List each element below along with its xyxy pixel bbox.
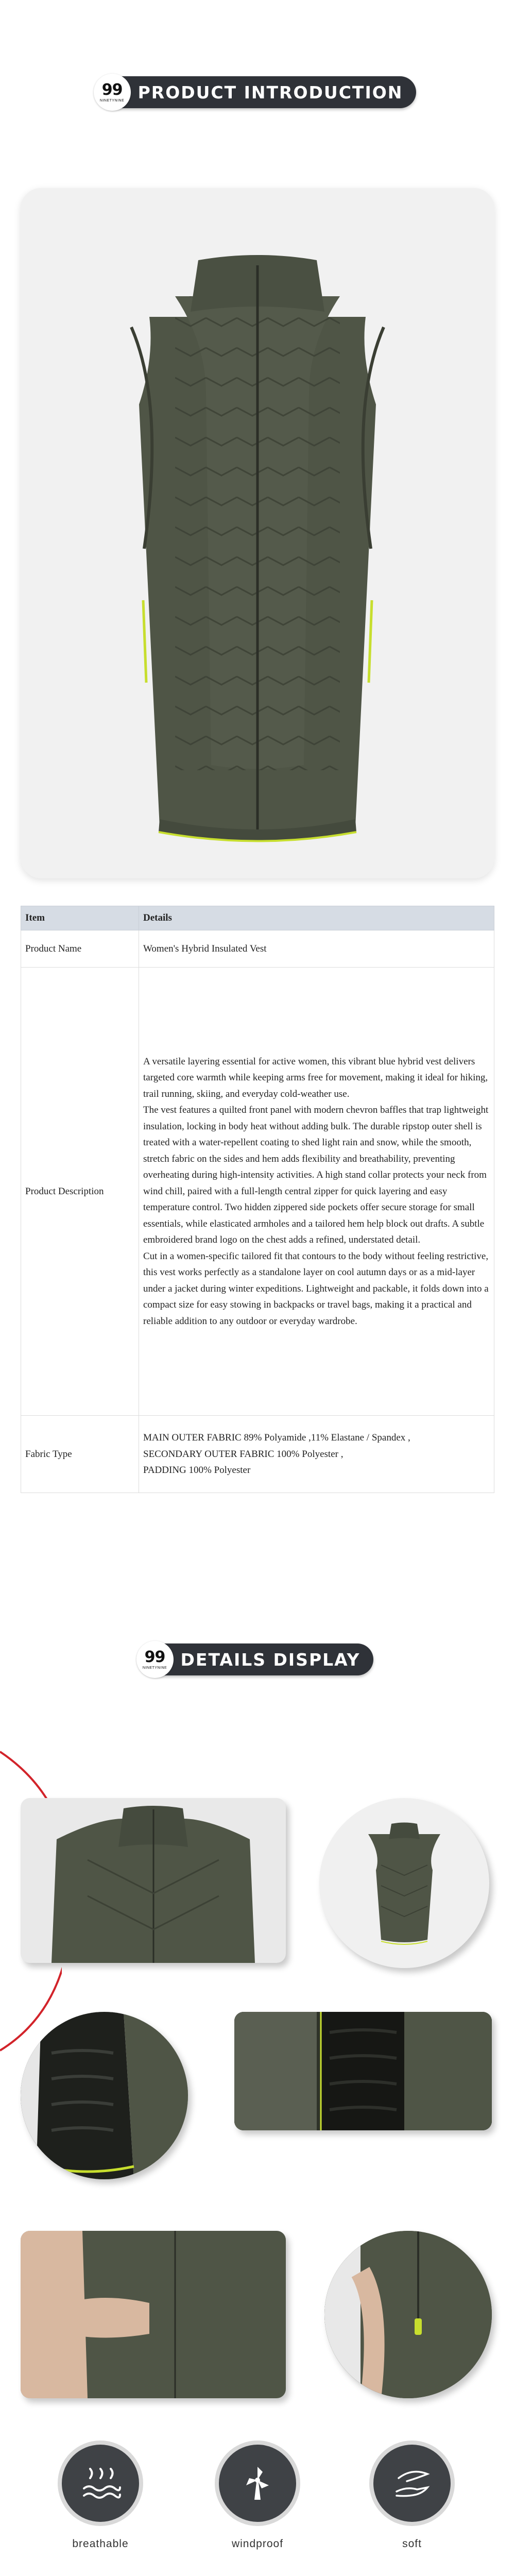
table-header-details: Details bbox=[139, 906, 494, 930]
fabric-type-value bbox=[139, 1416, 494, 1493]
vest-lining-graphic bbox=[21, 2012, 188, 2179]
product-name-key: Product Name bbox=[21, 930, 139, 968]
feather-hand-icon bbox=[373, 2445, 451, 2522]
detail-hand-pocket-image bbox=[21, 2231, 286, 2398]
fabric-type-key: Fabric Type bbox=[21, 1416, 139, 1493]
fabric-line: SECONDARY OUTER FABRIC 100% Polyester , bbox=[143, 1448, 344, 1460]
detail-back-image bbox=[319, 1798, 489, 1968]
description-paragraph: A versatile layering essential for active women, this vibrant blue hybrid vest delivers targeted core warmth while keeping arms free for movement, making it ideal for hiking, trail running, skiing, and everyday cold-weather use. bbox=[143, 1056, 488, 1099]
vest-back-graphic bbox=[319, 1798, 489, 1968]
feature-label: soft bbox=[402, 2538, 422, 2550]
table-row bbox=[21, 968, 494, 1416]
brand-logo-number: 99 bbox=[101, 80, 123, 99]
detail-collar-image bbox=[21, 1798, 286, 1963]
brand-logo bbox=[136, 1641, 174, 1678]
brand-logo-sub: NINETYNINE bbox=[99, 98, 125, 103]
feature-windproof bbox=[201, 2445, 314, 2551]
table-row bbox=[21, 1416, 494, 1493]
feature-breathable bbox=[44, 2445, 157, 2551]
brand-logo bbox=[94, 74, 131, 111]
hand-pocket-graphic bbox=[21, 2231, 286, 2398]
wave-heat-icon bbox=[62, 2445, 139, 2522]
vest-collar-graphic bbox=[21, 1798, 286, 1963]
product-description-key: Product Description bbox=[21, 968, 139, 1416]
vest-front-image bbox=[21, 188, 494, 878]
brand-logo-sub: NINETYNINE bbox=[142, 1666, 167, 1670]
detail-zipper-image bbox=[324, 2231, 492, 2398]
detail-lining-image bbox=[21, 2012, 188, 2179]
product-name-value: Women's Hybrid Insulated Vest bbox=[139, 930, 494, 968]
details-header bbox=[0, 1643, 515, 1675]
detail-pocket-image bbox=[234, 2012, 492, 2130]
fabric-line: PADDING 100% Polyester bbox=[143, 1465, 251, 1476]
intro-header bbox=[0, 76, 515, 108]
intro-title: PRODUCT INTRODUCTION bbox=[138, 82, 403, 103]
vest-pocket-graphic bbox=[234, 2012, 492, 2130]
feature-label: windproof bbox=[231, 2538, 284, 2550]
details-pill bbox=[142, 1643, 374, 1675]
fabric-line: MAIN OUTER FABRIC 89% Polyamide ,11% Elastane / Spandex , bbox=[143, 1432, 410, 1444]
feature-label: breathable bbox=[72, 2538, 129, 2550]
feature-soft bbox=[355, 2445, 469, 2551]
details-title: DETAILS DISPLAY bbox=[180, 1649, 360, 1670]
zipper-pull-graphic bbox=[324, 2231, 492, 2398]
windmill-icon bbox=[219, 2445, 296, 2522]
product-photo bbox=[21, 188, 494, 878]
product-description-value bbox=[139, 968, 494, 1416]
table-header-row bbox=[21, 906, 494, 930]
description-paragraph: Cut in a women-specific tailored fit that contours to the body without feeling restrictive, this vest works perfectly as a standalone layer on cool autumn days or as a mid-layer under a jacket during winter expeditions. Lightweight and packable, it folds down into a compact size for easy stowing in backpacks or travel bags, making it a practical and reliable addition to any outdoor or everyday wardrobe. bbox=[143, 1250, 489, 1327]
spec-table bbox=[21, 906, 494, 1493]
brand-logo-number: 99 bbox=[144, 1648, 165, 1666]
description-paragraph: The vest features a quilted front panel with modern chevron baffles that trap lightweight insulation, locking in body heat without adding bulk. The durable ripstop outer shell is treated with a water-repellent coating to shed light rain and snow, while the smooth, stretch fabric on the sides and hem adds flexibility and breathability, preventing overheating during high-intensity activities. A high stand collar protects your neck from wind chill, paired with a full-length central zipper for quick layering and easy temperature control. Two hidden zippered side pockets offer secure storage for small essentials, while elasticated armholes and a tailored hem help block out drafts. A subtle embroidered brand logo on the chest adds a refined, understated detail. bbox=[143, 1105, 489, 1246]
table-row bbox=[21, 930, 494, 968]
table-header-item: Item bbox=[21, 906, 139, 930]
intro-pill bbox=[99, 76, 417, 108]
